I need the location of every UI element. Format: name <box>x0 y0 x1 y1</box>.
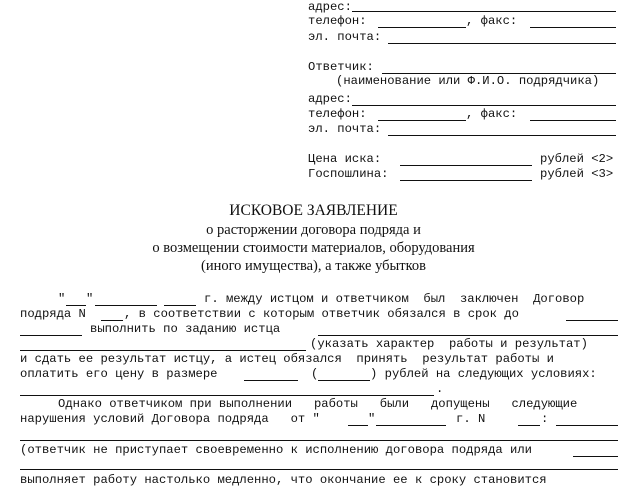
body-line-9-year: г. N <box>456 412 486 426</box>
defendant-fax-label: , факс: <box>466 107 518 121</box>
contract-date-close-quote: " <box>86 292 94 306</box>
claim-price-field[interactable] <box>400 165 532 166</box>
body-line-3: выполнить по заданию истца <box>90 322 281 336</box>
defendant-email-field[interactable] <box>388 135 616 136</box>
work-description-field[interactable] <box>318 335 618 336</box>
document-subtitle-1: о расторжении договора подряда и <box>206 222 421 238</box>
plaintiff-address-field[interactable] <box>352 11 616 12</box>
contract-year-field[interactable] <box>164 305 196 306</box>
defendant-email-label: эл. почта: <box>308 122 382 136</box>
body-line-10: (ответчик не приступает своевременно к исполнению договора подряда или <box>20 443 532 457</box>
violations-field-4[interactable] <box>20 469 618 470</box>
violation-contract-month-field[interactable] <box>376 425 446 426</box>
state-duty-field[interactable] <box>400 180 532 181</box>
violations-field[interactable] <box>556 425 618 426</box>
state-duty-label: Госпошлина: <box>308 167 389 181</box>
body-line-2-start: подряда N <box>20 307 86 321</box>
plaintiff-phone-label: телефон: <box>308 14 367 28</box>
defendant-phone-field[interactable] <box>378 120 466 121</box>
plaintiff-phone-field[interactable] <box>378 27 466 28</box>
state-duty-suffix: рублей <3> <box>540 167 614 181</box>
body-line-5: и сдать ее результат истцу, а истец обязался принять результат работы и <box>20 352 554 366</box>
body-line-1: г. между истцом и ответчиком был заключен Договор <box>204 292 585 306</box>
terms-end-dot: . <box>436 382 444 396</box>
violations-field-3[interactable] <box>573 456 618 457</box>
contract-terms-field[interactable] <box>20 395 434 396</box>
plaintiff-email-label: эл. почта: <box>308 30 382 44</box>
plaintiff-fax-field[interactable] <box>530 27 616 28</box>
contract-number-field[interactable] <box>101 320 123 321</box>
work-description-field-2[interactable] <box>20 350 306 351</box>
defendant-address-label: адрес: <box>308 92 352 106</box>
violation-contract-day-field[interactable] <box>348 425 368 426</box>
contract-day-field[interactable] <box>66 305 86 306</box>
deadline-continued-field[interactable] <box>20 335 82 336</box>
plaintiff-email-field[interactable] <box>388 43 616 44</box>
body-line-2-end: , в соответствии с которым ответчик обязался в срок до <box>124 307 519 321</box>
violation-contract-number-field[interactable] <box>518 425 540 426</box>
body-line-8: Однако ответчиком при выполнении работы были допущены следующие <box>58 397 578 411</box>
defendant-phone-label: телефон: <box>308 107 367 121</box>
defendant-name-hint: (наименование или Ф.И.О. подрядчика) <box>336 74 600 88</box>
body-line-9-quote: " <box>368 412 376 426</box>
defendant-fax-field[interactable] <box>530 120 616 121</box>
document-subtitle-2: о возмещении стоимости материалов, оборудования <box>152 240 475 256</box>
price-amount-field[interactable] <box>244 380 298 381</box>
document-subtitle-3: (иного имущества), а также убытков <box>200 258 426 274</box>
violations-field-2[interactable] <box>20 440 618 441</box>
defendant-address-field[interactable] <box>352 105 616 106</box>
body-line-6-end: ) рублей на следующих условиях: <box>370 367 597 381</box>
document-title: ИСКОВОЕ ЗАЯВЛЕНИЕ <box>229 202 398 219</box>
body-line-9-colon: : <box>541 412 549 426</box>
body-line-6-start: оплатить его цену в размере <box>20 367 218 381</box>
plaintiff-address-label: адрес: <box>308 0 352 14</box>
deadline-field[interactable] <box>566 320 618 321</box>
body-line-9-start: нарушения условий Договора подряда от " <box>20 412 320 426</box>
work-nature-hint: (указать характер работы и результат) <box>310 337 588 351</box>
price-words-open: ( <box>311 367 319 381</box>
plaintiff-fax-label: , факс: <box>466 14 518 28</box>
contract-month-field[interactable] <box>95 305 157 306</box>
contract-date-open-quote: " <box>58 292 66 306</box>
claim-price-label: Цена иска: <box>308 152 382 166</box>
defendant-label: Ответчик: <box>308 60 374 74</box>
body-line-11: выполняет работу настолько медленно, что окончание ее к сроку становится <box>20 473 547 487</box>
claim-price-suffix: рублей <2> <box>540 152 614 166</box>
price-words-field[interactable] <box>318 380 370 381</box>
